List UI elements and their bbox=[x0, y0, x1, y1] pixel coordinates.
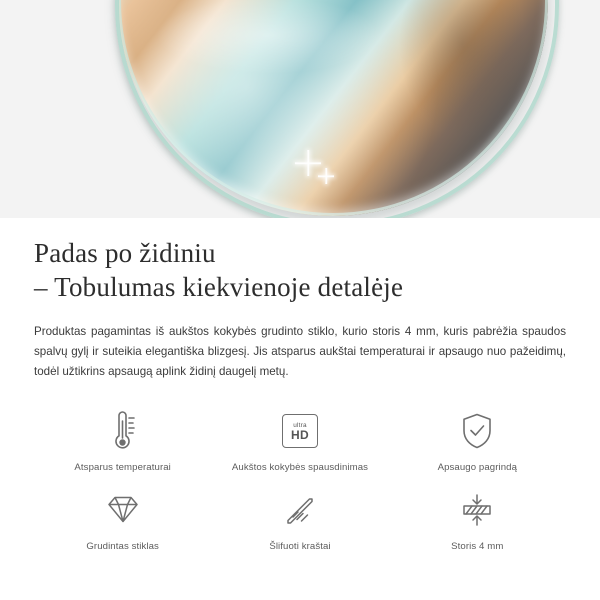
content-area bbox=[0, 218, 600, 552]
feature-item bbox=[34, 487, 211, 552]
description-paragraph: Produktas pagamintas iš aukštos kokybės grudinto stiklo, kurio storis 4 mm, kuris pabrėžia spaudos spalvų gylį ir suteikia elegantiška blizgesį. Jis atsparus aukštai temperaturai ir apsaugo nuo pažeidimų, todėl užtikrins apsaugą aplink židinį daugelį metų. bbox=[34, 325, 566, 378]
feature-item bbox=[389, 487, 566, 552]
feature-label: Šlifuoti kraštai bbox=[269, 541, 331, 552]
polished-edge-icon bbox=[279, 487, 321, 533]
thickness-icon bbox=[455, 487, 499, 533]
diamond-icon bbox=[101, 487, 145, 533]
page-title-line-2: – Tobulumas kiekvienoje detalėje bbox=[34, 272, 404, 302]
feature-item bbox=[389, 408, 566, 473]
feature-grid bbox=[34, 408, 566, 552]
feature-label: Atsparus temperaturai bbox=[74, 462, 171, 473]
feature-label: Aukštos kokybės spausdinimas bbox=[231, 462, 369, 473]
feature-label: Grudintas stiklas bbox=[86, 541, 159, 552]
shield-check-icon bbox=[457, 408, 497, 454]
thermometer-icon bbox=[103, 408, 143, 454]
feature-item bbox=[211, 408, 388, 473]
feature-item bbox=[211, 487, 388, 552]
ultra-hd-badge-bottom: HD bbox=[291, 427, 309, 442]
hero-image bbox=[0, 0, 600, 218]
page-title bbox=[34, 218, 566, 304]
feature-item bbox=[34, 408, 211, 473]
page-title-line-1: Padas po židiniu bbox=[34, 238, 216, 268]
ultra-hd-badge bbox=[282, 414, 318, 448]
ultra-hd-badge-top: ultra bbox=[293, 421, 307, 429]
glass-board-image bbox=[118, 0, 548, 216]
feature-label: Apsaugo pagrindą bbox=[437, 462, 518, 473]
feature-label: Storis 4 mm bbox=[451, 541, 504, 552]
ultra-hd-icon bbox=[282, 408, 318, 454]
